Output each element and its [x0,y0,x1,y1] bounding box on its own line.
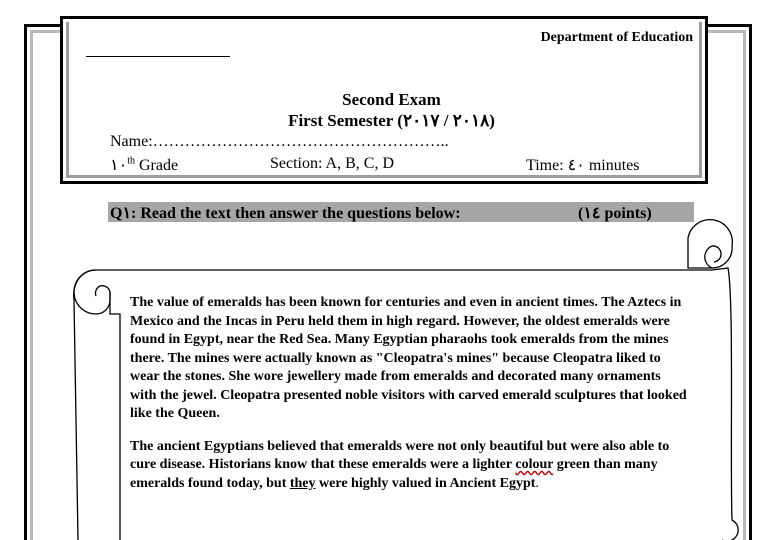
passage-paragraph-1: The value of emeralds has been known for centuries and even in ancient times. The Aztecs in Mexico and the Incas in Peru held them in high regard. However, the oldest emeralds were found in Egypt, near the Red Sea. Many Egyptian pharaohs took emeralds from the mines there. The mines were actually known as "Cleopatra's mines" because Cleopatra liked to wear the stones. She wore jewellery made from emeralds and decorated many ornaments with the jewel. Cleopatra presented noble visitors with carved emerald sculptures that looked like the Queen. [130,295,687,421]
paragraph-2-text-b: green than many emeralds found today, but [130,457,658,491]
paragraph-2-text-a: The ancient Egyptians believed that emeralds were not only beautiful but were also able to cure disease. Historians know that these emeralds were a lighter [130,438,670,472]
time-label: Time: ٤٠ minutes [526,157,640,174]
underlined-word-they: they [289,475,316,491]
grade-text: Grade [134,157,179,174]
paragraph-2-end: . [535,475,539,491]
question-label: Q١: Read the text then answer the questions below: [110,205,461,222]
grade-suffix: th [127,155,135,167]
grade-number: ١٠ [110,157,128,174]
section-label: Section: A, B, C, D [270,155,395,172]
passage-paragraph-2 [130,438,690,494]
question-points: (١٤ points) [578,205,652,222]
department-name: Department of Education [540,30,693,45]
reading-passage [130,294,690,507]
paragraph-2-text-c: were highly valued in Ancient Egypt [315,475,536,491]
name-field: Name:……………………………………………….. [110,133,449,150]
spellcheck-word: colour [515,457,554,472]
semester-title: First Semester (٢٠١٨ / ٢٠١٧) [288,111,495,130]
exam-title: Second Exam [342,90,441,109]
